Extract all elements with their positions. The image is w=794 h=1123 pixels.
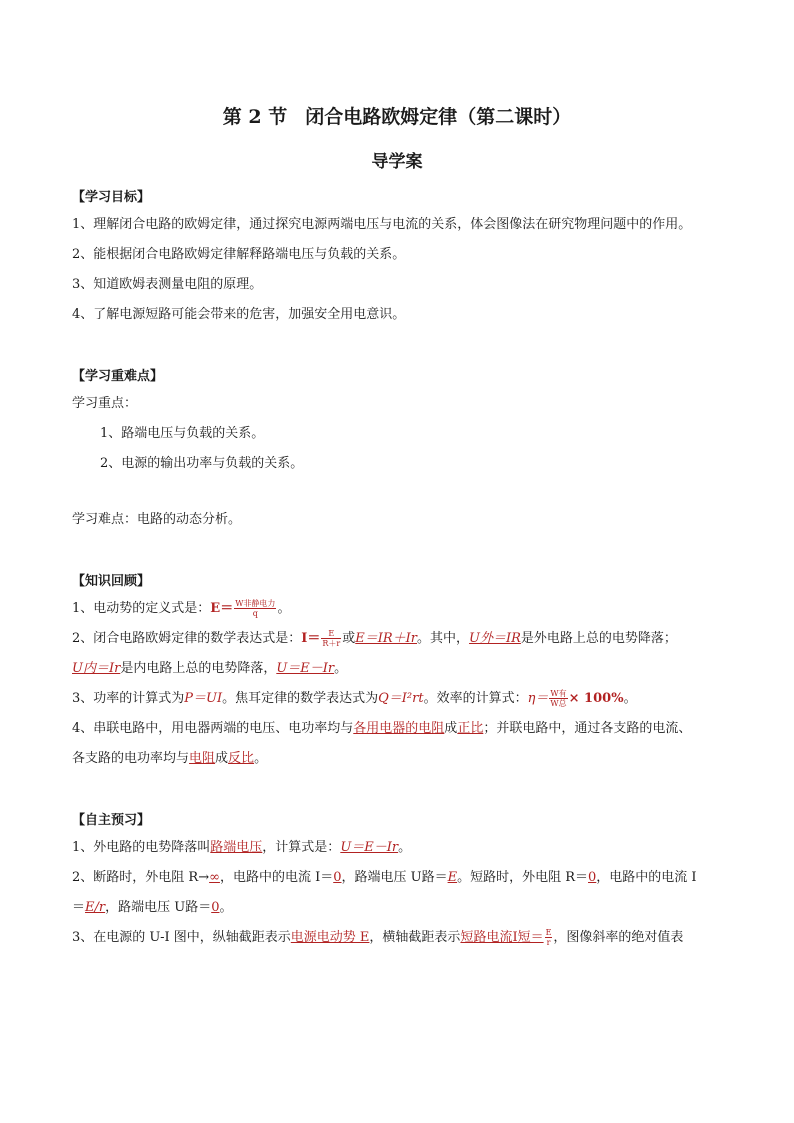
key-item: 1、路端电压与负载的关系。 xyxy=(100,426,265,441)
preview-line-4: 3、在电源的 U-I 图中，纵轴截距表示电源电动势 E，横轴截距表示短路电流I短＝ $\frac{E}{r}$ ，图像斜率的绝对值表 xyxy=(72,928,684,947)
ohm-formula: I＝ xyxy=(301,631,321,646)
goal-item: 1、理解闭合电路的欧姆定律，通过探究电源两端电压与电流的关系，体会图像法在研究物理问题中的作用。 xyxy=(72,217,692,232)
key-label: 学习重点： xyxy=(72,396,138,411)
preview-line-3: ＝E/r，路端电压 U路＝0。 xyxy=(72,900,233,915)
answer-blank: 0 xyxy=(588,870,597,885)
review-heading: 【知识回顾】 xyxy=(72,574,151,589)
answer-blank: 电阻 xyxy=(189,751,216,766)
answer-blank: 0 xyxy=(333,870,342,885)
preview-heading: 【自主预习】 xyxy=(72,813,151,828)
efficiency-fraction: $\frac{\text{W有}}{\text{W总}}$ xyxy=(550,689,567,708)
review-line-1: 1、电动势的定义式是：E＝ $\frac{\text{W非静电力}}{q}$ 。 xyxy=(72,599,291,618)
section-number: 第 2 节 xyxy=(222,106,288,128)
external-voltage: U外＝IR xyxy=(469,631,521,646)
answer-blank: 电源电动势 E xyxy=(290,930,370,945)
efficiency-tail: × 100% xyxy=(568,691,624,706)
review-line-4: 3、功率的计算式为P＝UI。焦耳定律的数学表达式为Q＝I²rt。效率的计算式：η＝ $\frac{\text{W有}}{\text{W总}}$ × 100%。 xyxy=(72,689,637,708)
goal-item: 2、能根据闭合电路欧姆定律解释路端电压与负载的关系。 xyxy=(72,247,406,262)
goal-item: 4、了解电源短路可能会带来的危害，加强安全用电意识。 xyxy=(72,307,406,322)
answer-blank: ∞ xyxy=(209,870,220,885)
emf-fraction: $\frac{\text{W非静电力}}{q}$ xyxy=(235,599,276,618)
power-formula: P＝UI xyxy=(184,691,223,706)
goals-heading: 【学习目标】 xyxy=(72,190,151,205)
focus-heading: 【学习重难点】 xyxy=(72,369,164,384)
goal-item: 3、知道欧姆表测量电阻的原理。 xyxy=(72,277,263,292)
answer-blank: E/r xyxy=(85,900,106,915)
review-line-2: 2、闭合电路欧姆定律的数学表达式是：I＝ $\frac{E}{R+r}$ 或E＝IR＋Ir。其中，U外＝IR是外电路上总的电势降落； xyxy=(72,629,677,648)
difficulty-line: 学习难点：电路的动态分析。 xyxy=(72,512,242,527)
internal-voltage: U内＝Ir xyxy=(72,661,121,676)
answer-blank: 0 xyxy=(211,900,220,915)
section-title: 闭合电路欧姆定律（第二课时） xyxy=(305,106,572,128)
answer-blank: 各用电器的电阻 xyxy=(353,721,445,736)
emf-formula: E＝ xyxy=(210,601,234,616)
short-current-fraction: $\frac{E}{r}$ xyxy=(545,928,552,947)
review-line-3: U内＝Ir是内电路上总的电势降落，U＝E－Ir。 xyxy=(72,661,348,676)
ohm-fraction: $\frac{E}{R+r}$ xyxy=(322,629,341,648)
preview-line-2: 2、断路时，外电阻 R→∞，电路中的电流 I＝0，路端电压 U路＝E。短路时，外电阻 R＝0，电路中的电流 I xyxy=(72,870,697,885)
preview-line-1: 1、外电路的电势降落叫路端电压，计算式是：U＝E－Ir。 xyxy=(72,840,412,855)
page-title xyxy=(72,102,722,129)
joule-formula: Q＝I²rt xyxy=(378,691,424,706)
review-line-6: 各支路的电功率均与电阻成反比。 xyxy=(72,751,268,766)
efficiency-formula: η＝ xyxy=(527,691,549,706)
answer-blank: E xyxy=(447,870,458,885)
answer-blank: U＝E－Ir xyxy=(340,840,399,855)
key-item: 2、电源的输出功率与负载的关系。 xyxy=(100,456,304,471)
ohm-formula-alt: E＝IR＋Ir xyxy=(355,631,418,646)
terminal-voltage: U＝E－Ir xyxy=(276,661,335,676)
answer-blank: 反比 xyxy=(228,751,255,766)
page-subtitle: 导学案 xyxy=(371,152,423,172)
answer-blank: 路端电压 xyxy=(210,840,263,855)
answer-blank: 正比 xyxy=(457,721,484,736)
review-line-5: 4、串联电路中，用电器两端的电压、电功率均与各用电器的电阻成正比；并联电路中，通过各支路的电流、 xyxy=(72,721,692,736)
answer-blank: 短路电流I短＝ xyxy=(460,930,544,945)
